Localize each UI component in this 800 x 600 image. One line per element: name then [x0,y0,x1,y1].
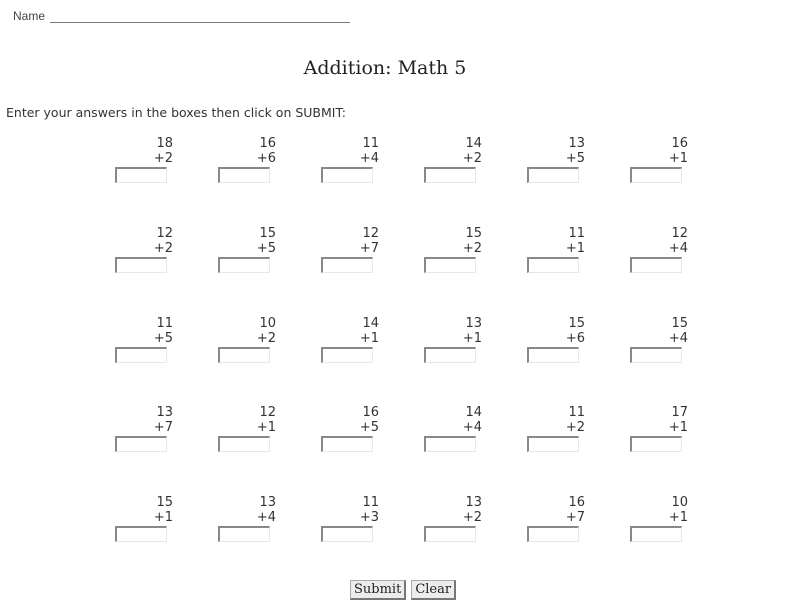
answer-input[interactable] [115,347,167,363]
addend-bottom: +1 [462,331,482,346]
addend-bottom: +1 [668,420,688,435]
addend-top: 15 [259,226,276,241]
problem [527,136,587,166]
addend-top: 18 [156,136,173,151]
answer-input[interactable] [424,436,476,452]
addend-top: 13 [259,495,276,510]
problem [630,136,690,166]
addend-top: 14 [465,405,482,420]
answer-input[interactable] [424,347,476,363]
addend-bottom: +1 [153,510,173,525]
instructions: Enter your answers in the boxes then click on SUBMIT: [6,105,346,120]
problem [527,405,587,435]
addend-bottom: +2 [153,241,173,256]
problem [115,136,175,166]
addend-top: 15 [568,316,585,331]
addend-bottom: +1 [359,331,379,346]
answer-input[interactable] [321,436,373,452]
addend-top: 16 [568,495,585,510]
answer-input[interactable] [527,257,579,273]
addend-top: 12 [259,405,276,420]
answer-input[interactable] [218,526,270,542]
problem [115,405,175,435]
addend-top: 14 [362,316,379,331]
addend-bottom: +2 [462,151,482,166]
answer-input[interactable] [527,347,579,363]
form-buttons [350,580,456,600]
answer-input[interactable] [424,167,476,183]
problem [321,316,381,346]
addend-top: 13 [156,405,173,420]
addend-top: 16 [259,136,276,151]
addend-bottom: +3 [359,510,379,525]
problem [527,495,587,525]
addend-top: 11 [362,136,379,151]
addend-bottom: +5 [359,420,379,435]
addend-top: 10 [671,495,688,510]
addend-top: 15 [671,316,688,331]
answer-input[interactable] [527,436,579,452]
answer-input[interactable] [630,347,682,363]
addend-top: 11 [362,495,379,510]
answer-input[interactable] [115,436,167,452]
problem [527,226,587,256]
problem [218,405,278,435]
problem [527,316,587,346]
problem [115,316,175,346]
problem [321,495,381,525]
problem [424,226,484,256]
addend-bottom: +2 [462,510,482,525]
problem [218,495,278,525]
addend-bottom: +4 [256,510,276,525]
addend-bottom: +6 [256,151,276,166]
addend-bottom: +7 [153,420,173,435]
answer-input[interactable] [630,257,682,273]
name-row [13,9,350,23]
problem [321,405,381,435]
name-label: Name [13,9,46,23]
answer-input[interactable] [630,167,682,183]
addend-bottom: +4 [668,331,688,346]
answer-input[interactable] [115,257,167,273]
answer-input[interactable] [115,526,167,542]
addend-bottom: +2 [565,420,585,435]
problem [424,495,484,525]
addend-bottom: +7 [565,510,585,525]
answer-input[interactable] [321,257,373,273]
addend-bottom: +6 [565,331,585,346]
addend-bottom: +7 [359,241,379,256]
problem [218,316,278,346]
addend-top: 11 [568,405,585,420]
addend-bottom: +1 [668,510,688,525]
addend-top: 10 [259,316,276,331]
answer-input[interactable] [630,526,682,542]
problem [218,226,278,256]
problem [630,316,690,346]
problem [218,136,278,166]
addend-top: 16 [671,136,688,151]
addend-top: 13 [568,136,585,151]
answer-input[interactable] [218,167,270,183]
problem [424,405,484,435]
addend-top: 14 [465,136,482,151]
addend-top: 12 [362,226,379,241]
addend-top: 12 [156,226,173,241]
problem [115,495,175,525]
problem [424,136,484,166]
addend-top: 15 [156,495,173,510]
answer-input[interactable] [321,167,373,183]
submit-button[interactable]: Submit [350,580,406,600]
addend-top: 15 [465,226,482,241]
addend-bottom: +1 [256,420,276,435]
addend-bottom: +4 [462,420,482,435]
addend-top: 12 [671,226,688,241]
addend-bottom: +4 [668,241,688,256]
answer-input[interactable] [218,436,270,452]
answer-input[interactable] [321,347,373,363]
addend-bottom: +1 [668,151,688,166]
addend-bottom: +2 [153,151,173,166]
problem [630,495,690,525]
addend-bottom: +2 [462,241,482,256]
addend-top: 17 [671,405,688,420]
answer-input[interactable] [115,167,167,183]
problem [424,316,484,346]
addend-bottom: +5 [256,241,276,256]
name-line [50,9,350,23]
addend-bottom: +2 [256,331,276,346]
addend-top: 11 [156,316,173,331]
problem [630,226,690,256]
problem [115,226,175,256]
answer-input[interactable] [424,526,476,542]
answer-input[interactable] [527,167,579,183]
problem [321,226,381,256]
addend-top: 16 [362,405,379,420]
problem [321,136,381,166]
addend-bottom: +1 [565,241,585,256]
addend-bottom: +4 [359,151,379,166]
addend-bottom: +5 [153,331,173,346]
answer-input[interactable] [218,257,270,273]
answer-input[interactable] [630,436,682,452]
answer-input[interactable] [424,257,476,273]
answer-input[interactable] [218,347,270,363]
clear-button[interactable]: Clear [411,580,456,600]
addend-top: 11 [568,226,585,241]
addend-top: 13 [465,316,482,331]
addend-top: 13 [465,495,482,510]
addend-bottom: +5 [565,151,585,166]
page-title: Addition: Math 5 [303,57,467,79]
answer-input[interactable] [527,526,579,542]
problem [630,405,690,435]
answer-input[interactable] [321,526,373,542]
